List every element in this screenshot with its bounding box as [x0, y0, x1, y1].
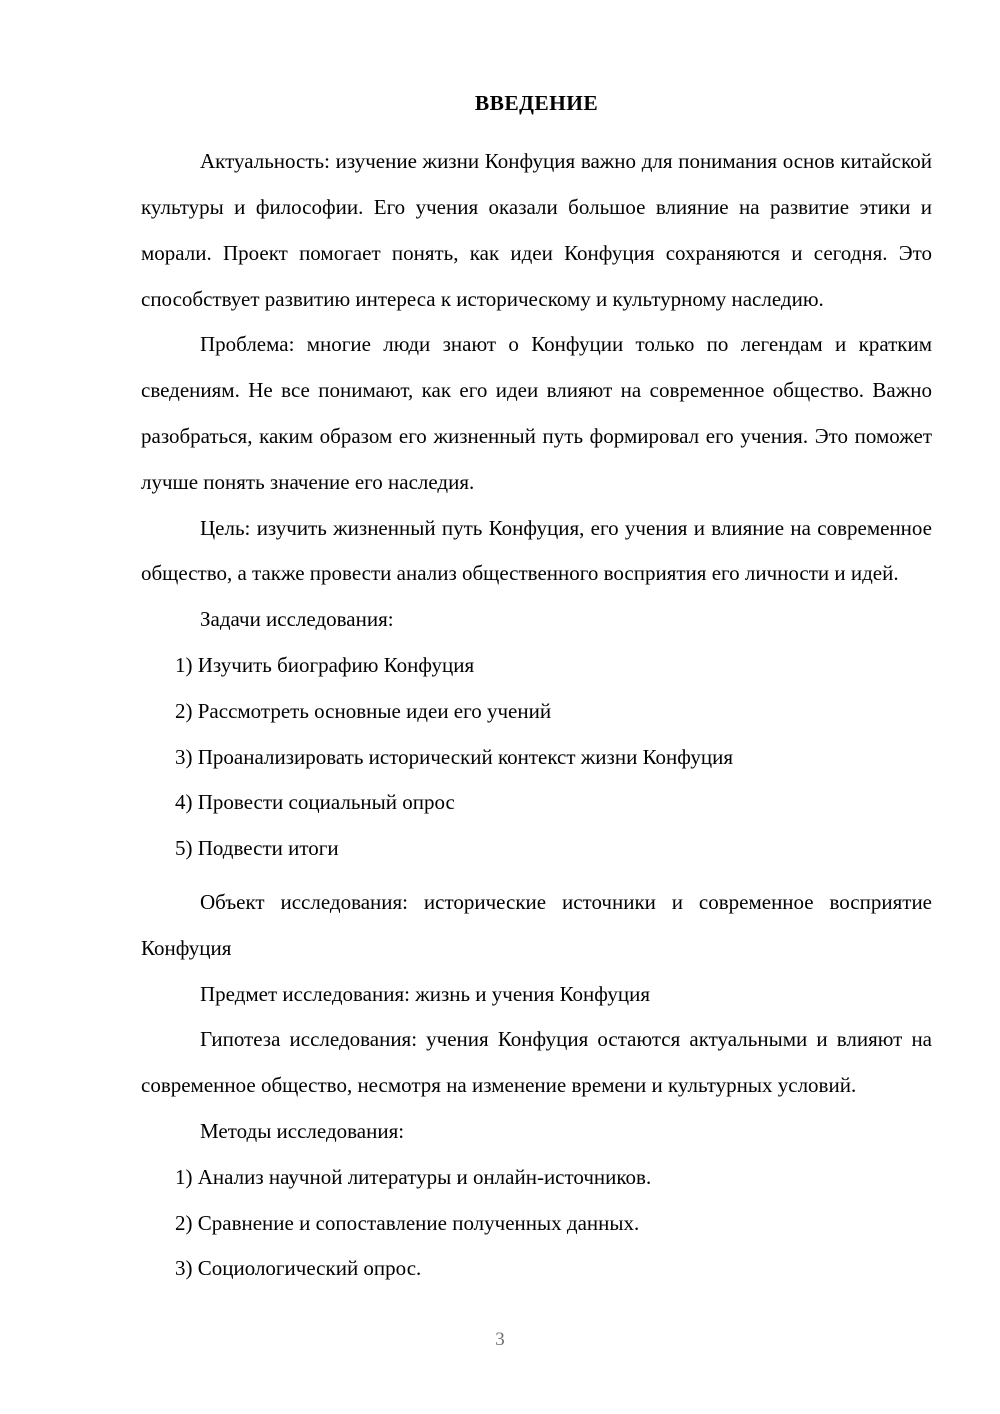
list-item: 3) Социологический опрос.: [175, 1256, 422, 1281]
list-item: 5) Подвести итоги: [175, 836, 339, 861]
list-item: 2) Сравнение и сопоставление полученных данных.: [175, 1210, 640, 1235]
list-item: 2) Рассмотреть основные идеи его учений: [175, 698, 552, 723]
list-item: 4) Провести социальный опрос: [175, 790, 455, 815]
paragraph-problem: Проблема: многие люди знают о Конфуции только по легендам и кратким сведениям. Не все понимают, как его идеи влияют на современное общество. Важно разобраться, каким образом его жизненный путь формировал его учения. Это поможет лучше понять значение его наследия.: [141, 332, 932, 494]
document-body: [141, 88, 932, 1292]
list-item: 3) Проанализировать исторический контекст жизни Конфуция: [175, 744, 733, 769]
paragraph-relevance: Актуальность: изучение жизни Конфуция важно для понимания основ китайской культуры и философии. Его учения оказали большое влияние на развитие этики и морали. Проект помогает понять, как идеи Конфуция сохраняются и сегодня. Это способствует развитию интереса к историческому и культурному наследию.: [141, 149, 932, 311]
paragraph-goal: Цель: изучить жизненный путь Конфуция, его учения и влияние на современное общество, а также провести анализ общественного восприятия его личности и идей.: [141, 515, 932, 586]
paragraph-object: Объект исследования: исторические источники и современное восприятие Конфуция: [141, 889, 932, 960]
heading-methods: Методы исследования:: [200, 1118, 405, 1143]
tasks-list: [141, 643, 932, 872]
page-title: ВВЕДЕНИЕ: [474, 91, 599, 115]
paragraph-hypothesis: Гипотеза исследования: учения Конфуция остаются актуальными и влияют на современное общество, несмотря на изменение времени и культурных условий.: [141, 1027, 932, 1098]
paragraph-subject: Предмет исследования: жизнь и учения Конфуция: [200, 981, 650, 1006]
list-item: 1) Анализ научной литературы и онлайн-источников.: [175, 1164, 652, 1189]
page-number: 3: [495, 1329, 505, 1350]
list-item: 1) Изучить биографию Конфуция: [175, 652, 475, 677]
heading-tasks: Задачи исследования:: [200, 607, 394, 632]
methods-list: [141, 1155, 932, 1292]
